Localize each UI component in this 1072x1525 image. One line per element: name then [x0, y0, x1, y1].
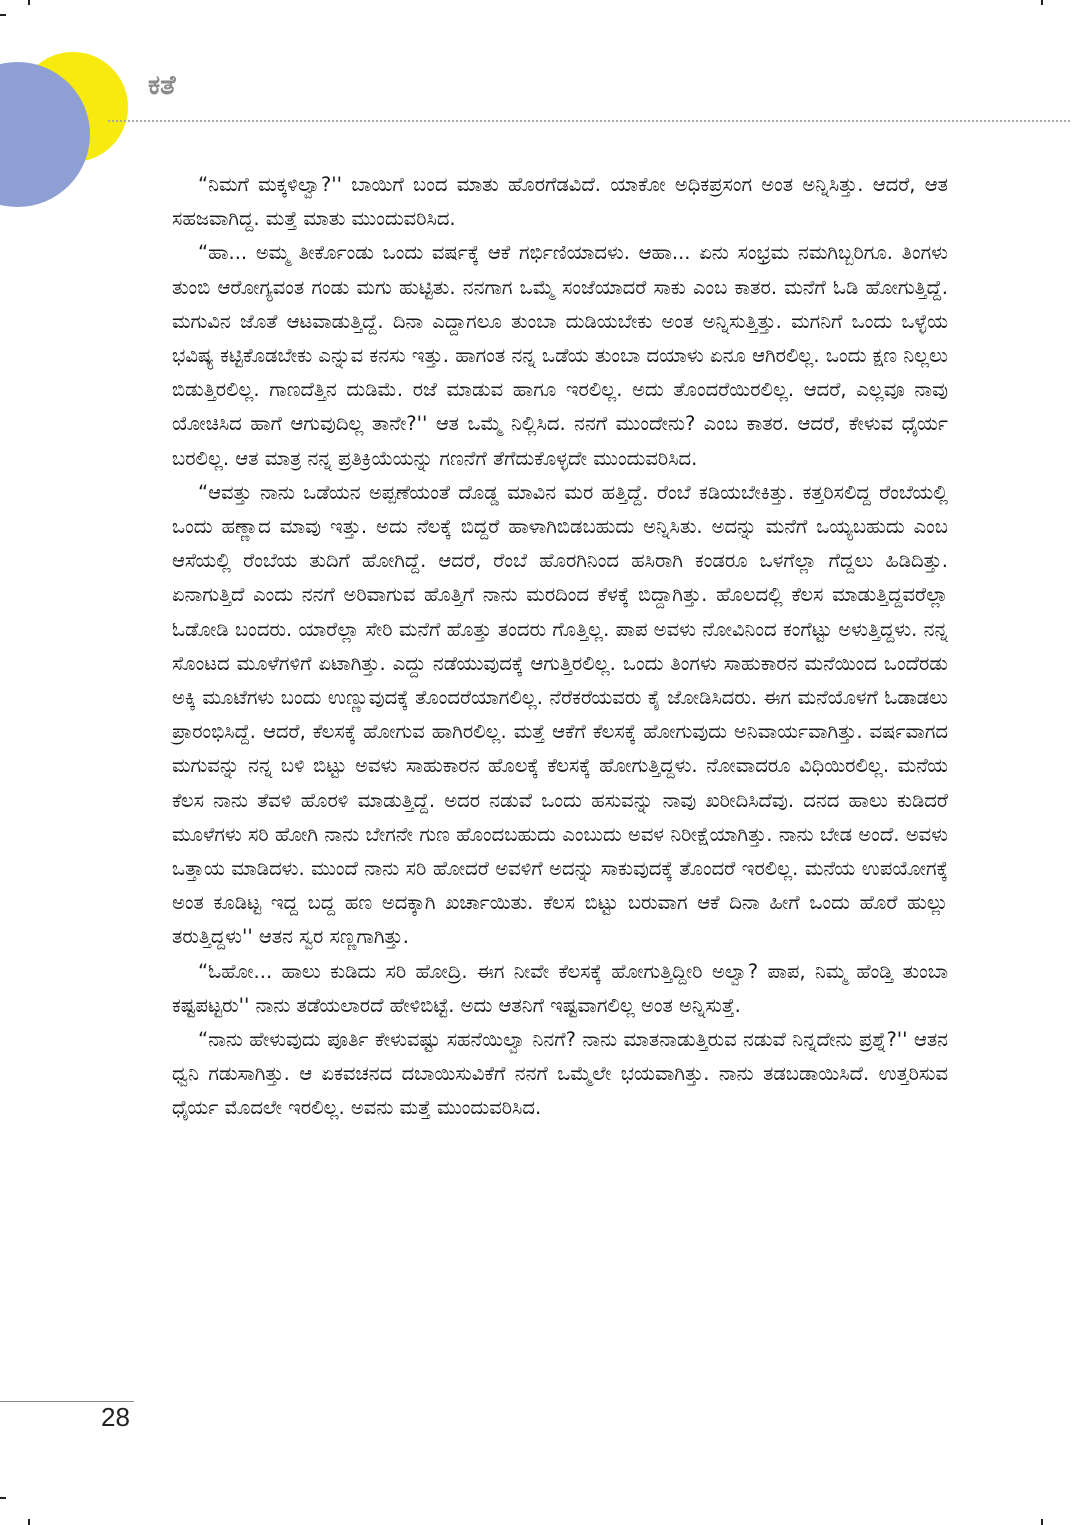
crop-mark-bottom-left [0, 1497, 6, 1499]
paragraph-3: “ಆವತ್ತು ನಾನು ಒಡೆಯನ ಅಪ್ಪಣೆಯಂತೆ ದೊಡ್ಡ ಮಾವಿನ ಮರ ಹತ್ತಿದ್ದೆ. ರೆಂಬೆ ಕಡಿಯಬೇಕಿತ್ತು. ಕತ್ತರಿಸಲಿದ್ದ ರೆಂಬೆಯಲ್ಲಿ ಒಂದು ಹಣ್ಣಾದ ಮಾವು ಇತ್ತು. ಅದು ನೆಲಕ್ಕೆ ಬಿದ್ದರೆ ಹಾಳಾಗಿಬಿಡಬಹುದು ಅನ್ನಿಸಿತು. ಅದನ್ನು ಮನೆಗೆ ಒಯ್ಯಬಹುದು ಎಂಬ ಆಸೆಯಲ್ಲಿ ರೆಂಬೆಯ ತುದಿಗೆ ಹೋಗಿದ್ದೆ. ಆದರೆ, ರೆಂಬೆ ಹೊರಗಿನಿಂದ ಹಸಿರಾಗಿ ಕಂಡರೂ ಒಳಗೆಲ್ಲಾ ಗೆದ್ದಲು ಹಿಡಿದಿತ್ತು. ಏನಾಗುತ್ತಿದೆ ಎಂದು ನನಗೆ ಅರಿವಾಗುವ ಹೊತ್ತಿಗೆ ನಾನು ಮರದಿಂದ ಕೆಳಕ್ಕೆ ಬಿದ್ದಾಗಿತ್ತು. ಹೊಲದಲ್ಲಿ ಕೆಲಸ ಮಾಡುತ್ತಿದ್ದವರೆಲ್ಲಾ ಓಡೋಡಿ ಬಂದರು. ಯಾರೆಲ್ಲಾ ಸೇರಿ ಮನೆಗೆ ಹೊತ್ತು ತಂದರು ಗೊತ್ತಿಲ್ಲ. ಪಾಪ ಅವಳು ನೋವಿನಿಂದ ಕಂಗೆಟ್ಟು ಅಳುತ್ತಿದ್ದಳು. ನನ್ನ ಸೊಂಟದ ಮೂಳೆಗಳಿಗೆ ಏಟಾಗಿತ್ತು. ಎದ್ದು ನಡೆಯುವುದಕ್ಕೆ ಆಗುತ್ತಿರಲಿಲ್ಲ. ಒಂದು ತಿಂಗಳು ಸಾಹುಕಾರನ ಮನೆಯಿಂದ ಒಂದೆರಡು ಅಕ್ಕಿ ಮೂಟೆಗಳು ಬಂದು ಉಣ್ಣುವುದಕ್ಕೆ ತೊಂದರೆಯಾಗಲಿಲ್ಲ. ನೆರೆಕರೆಯವರು ಕೈ ಜೋಡಿಸಿದರು. ಈಗ ಮನೆಯೊಳಗೆ ಓಡಾಡಲು ಪ್ರಾರಂಭಿಸಿದ್ದೆ. ಆದರೆ, ಕೆಲಸಕ್ಕೆ ಹೋಗುವ ಹಾಗಿರಲಿಲ್ಲ. ಮತ್ತೆ ಆಕೆಗೆ ಕೆಲಸಕ್ಕೆ ಹೋಗುವುದು ಅನಿವಾರ್ಯವಾಗಿತ್ತು. ವರ್ಷವಾಗದ ಮಗುವನ್ನು ನನ್ನ ಬಳಿ ಬಿಟ್ಟು ಅವಳು ಸಾಹುಕಾರನ ಹೊಲಕ್ಕೆ ಕೆಲಸಕ್ಕೆ ಹೋಗುತ್ತಿದ್ದಳು. ನೋವಾದರೂ ವಿಧಿಯಿರಲಿಲ್ಲ. ಮನೆಯ ಕೆಲಸ ನಾನು ತೆವಳಿ ಹೊರಳಿ ಮಾಡುತ್ತಿದ್ದೆ. ಅದರ ನಡುವೆ ಒಂದು ಹಸುವನ್ನು ನಾವು ಖರೀದಿಸಿದೆವು. ದನದ ಹಾಲು ಕುಡಿದರೆ ಮೂಳೆಗಳು ಸರಿ ಹೋಗಿ ನಾನು ಬೇಗನೇ ಗುಣ ಹೊಂದಬಹುದು ಎಂಬುದು ಅವಳ ನಿರೀಕ್ಷೆಯಾಗಿತ್ತು. ನಾನು ಬೇಡ ಅಂದೆ. ಅವಳು ಒತ್ತಾಯ ಮಾಡಿದಳು. ಮುಂದೆ ನಾನು ಸರಿ ಹೋದರೆ ಅವಳಿಗೆ ಅದನ್ನು ಸಾಕುವುದಕ್ಕೆ ತೊಂದರೆ ಇರಲಿಲ್ಲ. ಮನೆಯ ಉಪಯೋಗಕ್ಕೆ ಅಂತ ಕೂಡಿಟ್ಟ ಇದ್ದ ಬದ್ದ ಹಣ ಅದಕ್ಕಾಗಿ ಖರ್ಚಾಯಿತು. ಕೆಲಸ ಬಿಟ್ಟು ಬರುವಾಗ ಆಕೆ ದಿನಾ ಹೀಗೆ ಒಂದು ಹೊರೆ ಹುಲ್ಲು ತರುತ್ತಿದ್ದಳು'' ಆತನ ಸ್ವರ ಸಣ್ಣಗಾಗಿತ್ತು. [172, 480, 948, 949]
paragraph-4: “ಓಹೋ... ಹಾಲು ಕುಡಿದು ಸರಿ ಹೋದ್ರಿ. ಈಗ ನೀವೇ ಕೆಲಸಕ್ಕೆ ಹೋಗುತ್ತಿದ್ದೀರಿ ಅಲ್ವಾ? ಪಾಪ, ನಿಮ್ಮ ಹೆಂಡ್ತಿ ತುಂಬಾ ಕಷ್ಟಪಟ್ಟರು'' ನಾನು ತಡೆಯಲಾರದೆ ಹೇಳಿಬಿಟ್ಟೆ. ಅದು ಆತನಿಗೆ ಇಷ್ಟವಾಗಲಿಲ್ಲ ಅಂತ ಅನ್ನಿಸುತ್ತೆ. [172, 959, 948, 1017]
crop-mark-bottom-right [1041, 1519, 1043, 1525]
paragraph-2: “ಹಾ... ಅಮ್ಮ ತೀರ್ಕೊಂಡು ಒಂದು ವರ್ಷಕ್ಕೆ ಆಕೆ ಗರ್ಭಿಣಿಯಾದಳು. ಆಹಾ... ಏನು ಸಂಭ್ರಮ ನಮಗಿಬ್ಬರಿಗೂ. ತಿಂಗಳು ತುಂಬಿ ಆರೋಗ್ಯವಂತ ಗಂಡು ಮಗು ಹುಟ್ಟಿತು. ನನಗಾಗ ಒಮ್ಮೆ ಸಂಜೆಯಾದರೆ ಸಾಕು ಎಂಬ ಕಾತರ. ಮನೆಗೆ ಓಡಿ ಹೋಗುತ್ತಿದ್ದೆ. ಮಗುವಿನ ಜೊತೆ ಆಟವಾಡುತ್ತಿದ್ದೆ. ದಿನಾ ಎದ್ದಾಗಲೂ ತುಂಬಾ ದುಡಿಯಬೇಕು ಅಂತ ಅನ್ನಿಸುತ್ತಿತ್ತು. ಮಗನಿಗೆ ಒಂದು ಒಳ್ಳೆಯ ಭವಿಷ್ಯ ಕಟ್ಟಿಕೊಡಬೇಕು ಎನ್ನುವ ಕನಸು ಇತ್ತು. ಹಾಗಂತ ನನ್ನ ಒಡೆಯ ತುಂಬಾ ದಯಾಳು ಏನೂ ಆಗಿರಲಿಲ್ಲ. ಒಂದು ಕ್ಷಣ ನಿಲ್ಲಲು ಬಿಡುತ್ತಿರಲಿಲ್ಲ. ಗಾಣದೆತ್ತಿನ ದುಡಿಮೆ. ರಜೆ ಮಾಡುವ ಹಾಗೂ ಇರಲಿಲ್ಲ. ಅದು ತೊಂದರೆಯಿರಲಿಲ್ಲ. ಆದರೆ, ಎಲ್ಲವೂ ನಾವು ಯೋಚಿಸಿದ ಹಾಗೆ ಆಗುವುದಿಲ್ಲ ತಾನೇ?'' ಆತ ಒಮ್ಮೆ ನಿಲ್ಲಿಸಿದ. ನನಗೆ ಮುಂದೇನು? ಎಂಬ ಕಾತರ. ಆದರೆ, ಕೇಳುವ ಧೈರ್ಯ ಬರಲಿಲ್ಲ. ಆತ ಮಾತ್ರ ನನ್ನ ಪ್ರತಿಕ್ರಿಯೆಯನ್ನು ಗಣನೆಗೆ ತೆಗೆದುಕೊಳ್ಳದೇ ಮುಂದುವರಿಸಿದ. [172, 241, 948, 470]
crop-mark-bottom-center [28, 1519, 30, 1525]
crop-mark-top-right [1041, 0, 1043, 5]
crop-mark-top-left [0, 14, 6, 16]
section-label: ಕತೆ [148, 70, 176, 101]
crop-mark-top-center [28, 0, 30, 5]
page-number: 28 [101, 1402, 130, 1432]
paragraph-5: “ನಾನು ಹೇಳುವುದು ಪೂರ್ತಿ ಕೇಳುವಷ್ಟು ಸಹನೆಯಿಲ್ವಾ ನಿನಗೆ? ನಾನು ಮಾತನಾಡುತ್ತಿರುವ ನಡುವೆ ನಿನ್ನದೇನು ಪ್ರಶ್ನೆ?'' ಆತನ ಧ್ವನಿ ಗಡುಸಾಗಿತ್ತು. ಆ ಏಕವಚನದ ದಬಾಯಿಸುವಿಕೆಗೆ ನನಗೆ ಒಮ್ಮೆಲೇ ಭಯವಾಗಿತ್ತು. ನಾನು ತಡಬಡಾಯಿಸಿದೆ. ಉತ್ತರಿಸುವ ಧೈರ್ಯ ಮೊದಲೇ ಇರಲಿಲ್ಲ. ಅವನು ಮತ್ತೆ ಮುಂದುವರಿಸಿದ. [172, 1028, 948, 1120]
story-body [172, 168, 948, 1126]
paragraph-1: “ನಿಮಗೆ ಮಕ್ಕಳಿಲ್ವಾ?'' ಬಾಯಿಗೆ ಬಂದ ಮಾತು ಹೊರಗೆಡವಿದೆ. ಯಾಕೋ ಅಧಿಕಪ್ರಸಂಗ ಅಂತ ಅನ್ನಿಸಿತ್ತು. ಆದರೆ, ಆತ ಸಹಜವಾಗಿದ್ದ. ಮತ್ತೆ ಮಾತು ಮುಂದುವರಿಸಿದ. [172, 173, 948, 231]
dotted-divider [108, 120, 1070, 122]
